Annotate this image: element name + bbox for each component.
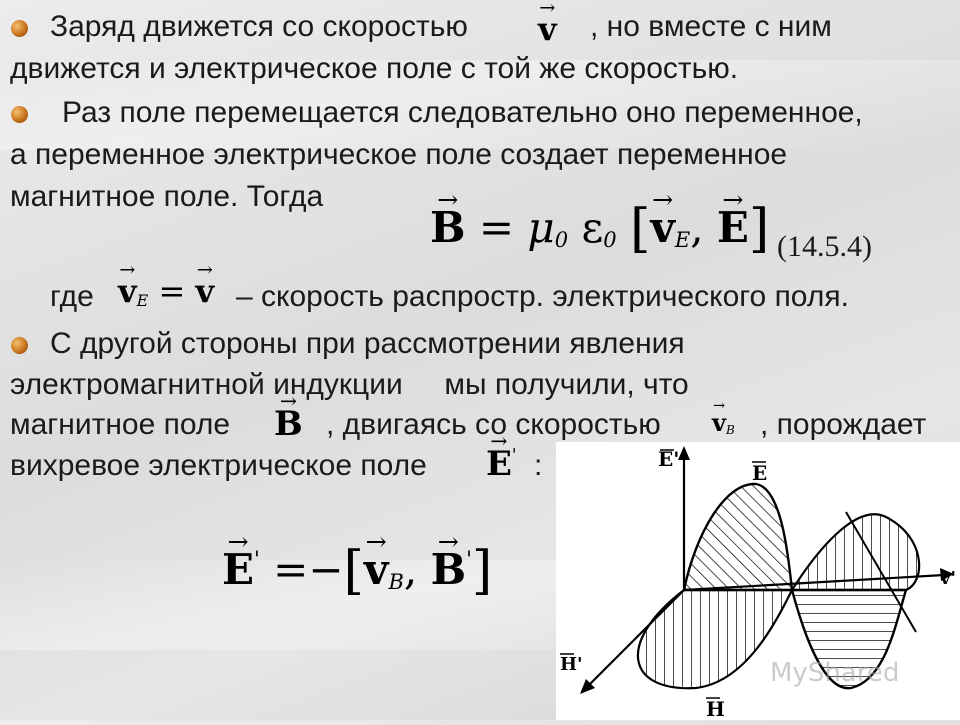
vector-B: → B: [431, 545, 467, 594]
equals-sign: =: [478, 202, 515, 252]
equals-minus-sign: =−: [273, 544, 344, 594]
right-bracket: ]: [471, 540, 493, 601]
paragraph-1-line-1b: , но вместе с ним: [590, 10, 832, 43]
h-wave-lobe-1: [638, 590, 792, 688]
prime-mark: ': [254, 546, 260, 571]
h-wave-lobe-2: [792, 514, 919, 590]
equals-sign: =: [158, 272, 186, 310]
formula-14-5-4: [430, 198, 769, 259]
right-bracket: ]: [748, 198, 770, 259]
vector-v: → v: [712, 408, 726, 437]
watermark-logo: MyShared: [770, 658, 900, 688]
bullet-icon: [11, 337, 28, 354]
vector-v: → v: [650, 203, 674, 252]
paragraph-3-line-3b: , двигаясь со скоростью: [326, 408, 661, 441]
e-axis-arrow: [678, 446, 690, 460]
where-label: где: [50, 280, 94, 313]
paragraph-2-line-2: а переменное электрическое поле создает переменное: [10, 138, 788, 171]
left-bracket: [: [343, 540, 365, 601]
vector-E: → E: [486, 444, 512, 484]
where-description: – скорость распростр. электрического поля.: [236, 280, 849, 313]
subscript-B: B: [725, 423, 735, 437]
paragraph-3-line-4a: вихревое электрическое поле: [10, 449, 427, 482]
em-wave-diagram: [556, 442, 960, 720]
paragraph-3-line-2: электромагнитной индукции мы получили, что: [10, 368, 689, 401]
left-bracket: [: [629, 198, 651, 259]
inline-vector-E-prime: [486, 444, 517, 484]
comma: ,: [690, 202, 704, 252]
vector-B: → B: [274, 404, 303, 444]
label-h-wave: H: [706, 697, 725, 720]
vector-v: → v: [195, 272, 214, 310]
label-e-axis: E': [658, 447, 680, 471]
equation-number: (14.5.4): [777, 230, 872, 263]
vector-v: → v: [538, 10, 557, 48]
paragraph-1-line-1a: Заряд движется со скоростью: [50, 10, 468, 43]
inline-vector-B: [274, 404, 303, 444]
inline-vector-v: [538, 10, 557, 48]
prime-mark: ': [511, 445, 517, 466]
subscript-E: E: [674, 228, 691, 253]
vector-B: → B: [430, 203, 466, 252]
inline-vector-vB: [712, 408, 735, 437]
e-wave-lobe-1: [684, 484, 792, 590]
bullet-icon: [11, 106, 28, 123]
vector-v: → v: [364, 545, 388, 594]
comma: ,: [403, 544, 418, 594]
vector-E: → E: [222, 545, 254, 594]
subscript-E: E: [136, 291, 149, 310]
paragraph-3-line-3a: магнитное поле: [10, 408, 231, 441]
epsilon-symbol: ε: [581, 202, 604, 252]
subscript-B: B: [388, 570, 404, 595]
paragraph-3-line-4b: :: [534, 449, 543, 482]
vector-v: → v: [118, 272, 137, 310]
paragraph-3-line-3c: , порождает: [760, 408, 927, 441]
paragraph-1-line-2: движется и электрическое поле с той же скоростью.: [10, 52, 739, 85]
bullet-icon: [11, 20, 28, 37]
mu-symbol: μ: [527, 202, 555, 252]
paragraph-2-line-1: Раз поле перемещается следовательно оно переменное,: [62, 96, 863, 129]
label-v-axis: v': [940, 568, 956, 589]
label-e-wave: E: [752, 461, 768, 485]
paragraph-3-line-1: С другой стороны при рассмотрении явления: [50, 327, 685, 360]
label-h-axis: H': [560, 654, 583, 675]
paragraph-2-line-3: магнитное поле. Тогда: [10, 180, 324, 213]
em-wave-svg: [556, 442, 960, 720]
prime-mark: ': [466, 546, 472, 571]
mu-subscript: 0: [554, 228, 569, 253]
epsilon-subscript: 0: [603, 228, 617, 253]
vector-E: → E: [717, 203, 749, 252]
formula-vE-equals-v: [118, 272, 214, 310]
formula-E-prime: [222, 540, 492, 601]
